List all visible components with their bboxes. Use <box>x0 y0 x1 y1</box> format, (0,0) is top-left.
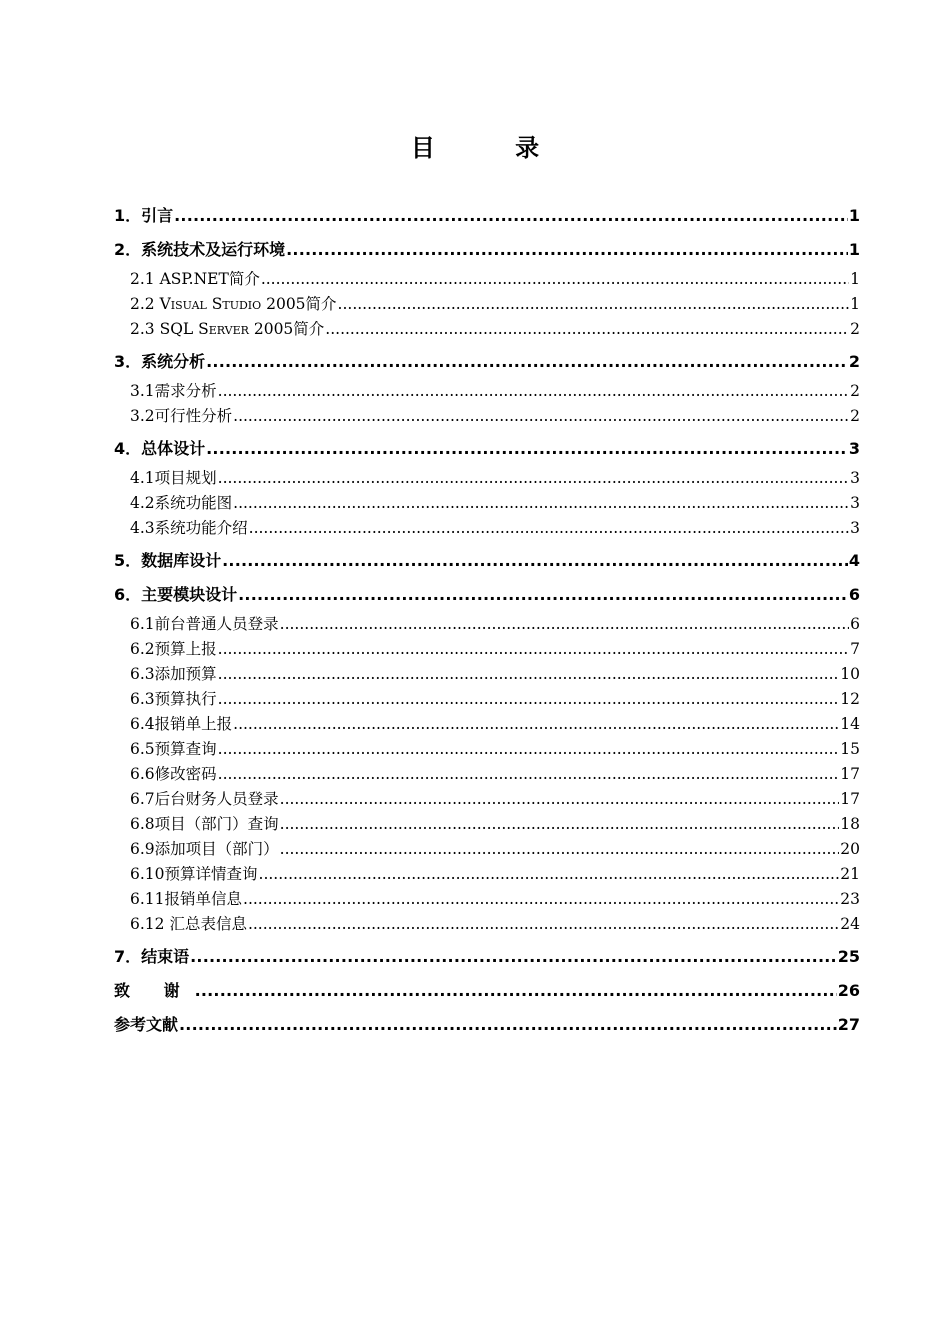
toc-page-number: 10 <box>840 665 860 683</box>
toc-page-number: 1 <box>848 206 860 225</box>
toc-entry-label: 4.1项目规划 <box>130 469 217 487</box>
toc-entry-label: 2．系统技术及运行环境 <box>114 240 286 259</box>
toc-chapter[interactable] <box>114 946 860 968</box>
toc-section[interactable] <box>114 737 860 762</box>
toc-entry-label: 7．结束语 <box>114 947 190 966</box>
toc-page-number: 1 <box>850 295 860 313</box>
toc-entry-label: 6.2预算上报 <box>130 640 217 658</box>
toc-chapter[interactable] <box>114 351 860 373</box>
dot-leader <box>206 438 848 460</box>
dot-leader <box>280 787 840 812</box>
toc-chapter[interactable] <box>114 980 860 1002</box>
dot-leader <box>280 812 840 837</box>
toc-entry-label: 6.1前台普通人员登录 <box>130 615 279 633</box>
toc-page-number: 18 <box>840 815 860 833</box>
dot-leader <box>218 466 849 491</box>
toc-page-number: 6 <box>848 585 860 604</box>
dot-leader <box>286 239 848 261</box>
toc-entry-label: 5．数据库设计 <box>114 551 222 570</box>
toc-page-number: 20 <box>840 840 860 858</box>
toc-entry-label: 3.2可行性分析 <box>130 407 233 425</box>
toc-page-number: 3 <box>850 494 860 512</box>
dot-leader <box>233 404 849 429</box>
toc-section[interactable] <box>114 292 860 317</box>
dot-leader <box>261 267 849 292</box>
toc-entry-label: 2.2 Visual Studio 2005简介 <box>130 295 337 313</box>
dot-leader <box>218 662 840 687</box>
toc-page-number: 17 <box>840 790 860 808</box>
toc-entry-label: 致 谢 <box>114 981 194 1000</box>
dot-leader <box>218 737 840 762</box>
toc-section[interactable] <box>114 466 860 491</box>
toc-section[interactable] <box>114 404 860 429</box>
toc-chapter[interactable] <box>114 438 860 460</box>
toc-page-number: 27 <box>837 1015 860 1034</box>
dot-leader <box>174 205 848 227</box>
toc-section[interactable] <box>114 887 860 912</box>
toc-section[interactable] <box>114 267 860 292</box>
page-title: 目 录 <box>410 134 576 162</box>
toc-section[interactable] <box>114 812 860 837</box>
toc-entry-label: 1．引言 <box>114 206 174 225</box>
toc-section[interactable] <box>114 317 860 342</box>
toc-page-number: 24 <box>840 915 860 933</box>
toc-chapter[interactable] <box>114 550 860 572</box>
toc-section[interactable] <box>114 787 860 812</box>
toc-page-number: 7 <box>850 640 860 658</box>
toc-page-number: 21 <box>840 865 860 883</box>
dot-leader <box>218 687 840 712</box>
dot-leader <box>179 1014 837 1036</box>
toc-entry-label: 6.6修改密码 <box>130 765 217 783</box>
dot-leader <box>238 584 848 606</box>
toc-entry-label: 4.3系统功能介绍 <box>130 519 248 537</box>
toc-chapter[interactable] <box>114 205 860 227</box>
toc-entry-label: 6.5预算查询 <box>130 740 217 758</box>
dot-leader <box>259 862 840 887</box>
toc-entry-label: 6.7后台财务人员登录 <box>130 790 279 808</box>
toc-section[interactable] <box>114 612 860 637</box>
toc-entry-label: 6.12 汇总表信息 <box>130 915 247 933</box>
toc-entry-label: 6.11报销单信息 <box>130 890 243 908</box>
toc-page-number: 3 <box>850 519 860 537</box>
toc-entry-label: 6.10预算详情查询 <box>130 865 258 883</box>
toc-section[interactable] <box>114 837 860 862</box>
toc-entry-label: 6.9添加项目（部门） <box>130 840 279 858</box>
toc-entry-label: 3．系统分析 <box>114 352 206 371</box>
toc-page-number: 1 <box>848 240 860 259</box>
toc-page-number: 4 <box>848 551 860 570</box>
toc-page-number: 12 <box>840 690 860 708</box>
toc-entry-label: 6．主要模块设计 <box>114 585 238 604</box>
toc-entry-label: 4．总体设计 <box>114 439 206 458</box>
dot-leader <box>218 762 840 787</box>
toc-section[interactable] <box>114 637 860 662</box>
dot-leader <box>248 912 839 937</box>
toc-page-number: 2 <box>850 382 860 400</box>
toc-chapter[interactable] <box>114 584 860 606</box>
toc-page-number: 17 <box>840 765 860 783</box>
toc-page-number: 1 <box>850 270 860 288</box>
toc-page-number: 6 <box>850 615 860 633</box>
dot-leader <box>218 379 849 404</box>
dot-leader <box>280 837 840 862</box>
toc-page-number: 2 <box>850 407 860 425</box>
toc-section[interactable] <box>114 687 860 712</box>
toc-section[interactable] <box>114 516 860 541</box>
toc-section[interactable] <box>114 762 860 787</box>
toc-section[interactable] <box>114 712 860 737</box>
toc-section[interactable] <box>114 379 860 404</box>
dot-leader <box>338 292 850 317</box>
dot-leader <box>249 516 849 541</box>
dot-leader <box>195 980 837 1002</box>
toc-entry-label: 4.2系统功能图 <box>130 494 233 512</box>
toc-entry-label: 6.4报销单上报 <box>130 715 233 733</box>
toc-chapter[interactable] <box>114 1014 860 1036</box>
toc-entry-label: 参考文献 <box>114 1015 179 1034</box>
toc-section[interactable] <box>114 862 860 887</box>
toc-entry-label: 6.3预算执行 <box>130 690 217 708</box>
toc-entry-label: 6.8项目（部门）查询 <box>130 815 279 833</box>
dot-leader <box>218 637 849 662</box>
toc-page-number: 25 <box>837 947 860 966</box>
toc-entry-label: 2.1 ASP.NET简介 <box>130 270 260 288</box>
toc-entry-label: 2.3 SQL Server 2005简介 <box>130 320 325 338</box>
toc-entry-label: 3.1需求分析 <box>130 382 217 400</box>
table-of-contents <box>114 205 860 1036</box>
toc-section[interactable] <box>114 491 860 516</box>
toc-page-number: 14 <box>840 715 860 733</box>
toc-section[interactable] <box>114 662 860 687</box>
toc-page-number: 3 <box>850 469 860 487</box>
toc-chapter[interactable] <box>114 239 860 261</box>
toc-section[interactable] <box>114 912 860 937</box>
dot-leader <box>222 550 848 572</box>
dot-leader <box>233 491 849 516</box>
toc-page-number: 2 <box>850 320 860 338</box>
dot-leader <box>243 887 839 912</box>
dot-leader <box>325 317 849 342</box>
dot-leader <box>190 946 837 968</box>
dot-leader <box>233 712 839 737</box>
toc-page-number: 2 <box>848 352 860 371</box>
toc-page-number: 23 <box>840 890 860 908</box>
toc-page-number: 3 <box>848 439 860 458</box>
toc-entry-label: 6.3添加预算 <box>130 665 217 683</box>
dot-leader <box>280 612 849 637</box>
dot-leader <box>206 351 848 373</box>
toc-page-number: 26 <box>837 981 860 1000</box>
toc-page-number: 15 <box>840 740 860 758</box>
